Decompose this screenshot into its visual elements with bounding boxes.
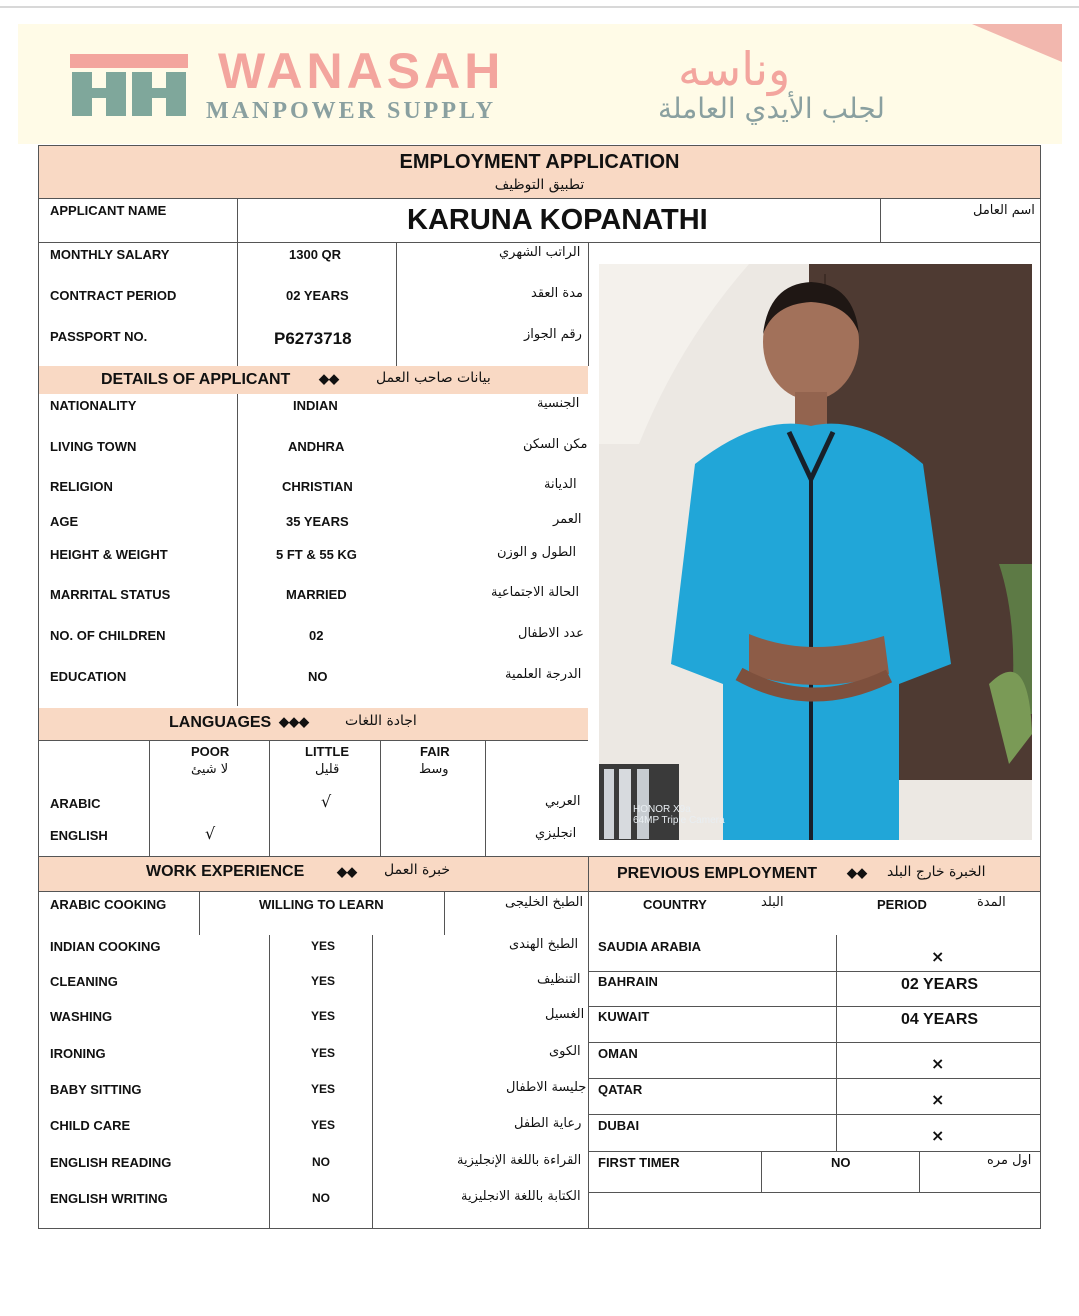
watermark-camera: 64MP Triple Camera <box>633 815 725 826</box>
work-arabic-cooking-value: WILLING TO LEARN <box>259 897 384 912</box>
work-baby-sitting-label: BABY SITTING <box>50 1082 142 1097</box>
marital-label: MARRITAL STATUS <box>50 587 171 602</box>
work-arabic-cooking-ar: الطبخ الخليجى <box>505 895 584 910</box>
corner-flag <box>972 24 1062 62</box>
height-weight-value: 5 FT & 55 KG <box>276 547 357 562</box>
height-weight-label: HEIGHT & WEIGHT <box>50 547 168 562</box>
children-value: 02 <box>309 628 324 643</box>
religion-value: CHRISTIAN <box>282 479 353 494</box>
prev-period-dubai: × <box>931 1126 945 1145</box>
education-label: EDUCATION <box>50 669 127 684</box>
watermark-model: HONOR X9a <box>633 804 691 815</box>
photo-watermark <box>633 804 725 826</box>
town-value: ANDHRA <box>288 439 345 454</box>
age-label-ar: العمر <box>553 512 582 527</box>
work-indian-cooking-label: INDIAN COOKING <box>50 939 161 954</box>
level-fair: FAIR <box>420 744 450 759</box>
nationality-value: INDIAN <box>293 398 338 413</box>
prev-country-bahrain: BAHRAIN <box>598 974 658 989</box>
prev-period-oman: × <box>931 1054 945 1073</box>
applicant-photo <box>599 264 1032 840</box>
education-value: NO <box>308 669 328 684</box>
applicant-name-label-ar: اسم العامل <box>973 203 1035 218</box>
children-label-ar: عدد الاطفال <box>518 626 584 641</box>
work-english-reading-value: NO <box>312 1155 330 1169</box>
work-cleaning-ar: التنظيف <box>537 972 581 987</box>
work-child-care-ar: رعاية الطفل <box>514 1116 582 1131</box>
details-title-en: DETAILS OF APPLICANT <box>101 371 291 388</box>
level-little: LITTLE <box>305 744 350 759</box>
lang-english-label: ENGLISH <box>50 828 108 843</box>
lang-english-check: √ <box>205 824 216 843</box>
previous-title-ar: الخبرة خارج البلد <box>887 864 986 880</box>
passport-label: PASSPORT NO. <box>50 329 148 344</box>
children-label: NO. OF CHILDREN <box>50 628 166 643</box>
applicant-photo-image <box>599 264 1032 840</box>
period-header-ar: المدة <box>977 895 1006 910</box>
work-title-en: WORK EXPERIENCE <box>146 863 305 880</box>
work-child-care-value: YES <box>311 1118 336 1132</box>
lang-arabic-check: √ <box>321 792 332 811</box>
salary-label-ar: الراتب الشهري <box>499 245 581 260</box>
contract-value: 02 YEARS <box>286 288 349 303</box>
town-label: LIVING TOWN <box>50 439 137 454</box>
work-english-writing-value: NO <box>312 1191 330 1205</box>
work-child-care-label: CHILD CARE <box>50 1118 131 1133</box>
brand-name-en: WANASAH <box>218 43 505 99</box>
religion-label-ar: الديانة <box>544 477 577 492</box>
prev-country-saudi: SAUDIA ARABIA <box>598 939 702 954</box>
work-ironing-ar: الكوى <box>549 1044 581 1059</box>
prev-period-kuwait: 04 YEARS <box>901 1011 979 1028</box>
work-ironing-label: IRONING <box>50 1046 106 1061</box>
marital-label-ar: الحالة الاجتماعية <box>491 585 580 600</box>
diamond-triple-icon: ◆◆◆ <box>279 714 309 729</box>
nationality-label-ar: الجنسية <box>537 396 580 411</box>
work-cleaning-value: YES <box>311 974 336 988</box>
lang-arabic-label-ar: العربي <box>545 794 581 809</box>
work-washing-value: YES <box>311 1009 336 1023</box>
work-arabic-cooking-label: ARABIC COOKING <box>50 897 167 912</box>
logo-icon <box>70 54 188 116</box>
country-header: COUNTRY <box>643 897 707 912</box>
work-washing-ar: الغسيل <box>545 1007 585 1022</box>
town-label-ar: مكن السكن <box>523 437 588 452</box>
first-timer-value: NO <box>831 1155 851 1170</box>
work-baby-sitting-ar: جليسة الاطفال <box>506 1080 587 1095</box>
work-english-writing-ar: الكتابة باللغة الانجليزية <box>461 1189 581 1204</box>
work-cleaning-label: CLEANING <box>50 974 118 989</box>
brand-tagline-ar: لجلب الأيدي العاملة <box>658 92 885 125</box>
work-title-ar: خبرة العمل <box>384 862 450 878</box>
details-title-ar: بيانات صاحب العمل <box>376 370 491 386</box>
country-header-ar: البلد <box>761 895 784 910</box>
languages-title-en: LANGUAGES <box>169 714 272 731</box>
top-border <box>0 6 1079 8</box>
letterhead <box>18 24 1062 144</box>
work-washing-label: WASHING <box>50 1009 113 1024</box>
education-label-ar: الدرجة العلمية <box>505 667 582 682</box>
first-timer-label: FIRST TIMER <box>598 1155 680 1170</box>
salary-label: MONTHLY SALARY <box>50 247 170 262</box>
diamond-icon: ◆◆ <box>319 371 339 386</box>
brand-tagline-en: MANPOWER SUPPLY <box>206 98 497 124</box>
diamond-icon-previous: ◆◆ <box>847 865 867 880</box>
level-fair-ar: وسط <box>419 762 449 777</box>
work-baby-sitting-value: YES <box>311 1082 336 1096</box>
languages-band <box>39 708 588 740</box>
first-timer-ar: اول مره <box>987 1153 1032 1168</box>
contract-label-ar: مدة العقد <box>531 286 583 301</box>
prev-country-kuwait: KUWAIT <box>598 1009 650 1024</box>
level-poor: POOR <box>191 744 230 759</box>
height-weight-label-ar: الطول و الوزن <box>497 545 577 560</box>
work-ironing-value: YES <box>311 1046 336 1060</box>
prev-country-qatar: QATAR <box>598 1082 643 1097</box>
work-indian-cooking-value: YES <box>311 939 336 953</box>
work-indian-cooking-ar: الطبخ الهندى <box>509 937 579 952</box>
diamond-icon-work: ◆◆ <box>337 864 357 879</box>
passport-value: P6273718 <box>274 329 352 348</box>
application-form <box>38 145 1041 1229</box>
form-title-en: EMPLOYMENT APPLICATION <box>399 151 680 173</box>
applicant-name: KARUNA KOPANATHI <box>407 204 708 236</box>
work-english-reading-label: ENGLISH READING <box>50 1155 172 1170</box>
form-title-ar: تطبيق التوظيف <box>494 177 585 193</box>
contract-label: CONTRACT PERIOD <box>50 288 177 303</box>
religion-label: RELIGION <box>50 479 113 494</box>
passport-label-ar: رقم الجواز <box>524 327 582 342</box>
applicant-name-label: APPLICANT NAME <box>50 203 167 218</box>
prev-country-dubai: DUBAI <box>598 1118 640 1133</box>
work-english-reading-ar: القراءة باللغة الإنجليزية <box>457 1153 582 1168</box>
age-value: 35 YEARS <box>286 514 349 529</box>
marital-value: MARRIED <box>286 587 347 602</box>
age-label: AGE <box>50 514 79 529</box>
lang-english-label-ar: انجليزي <box>535 826 577 841</box>
level-little-ar: قليل <box>315 762 340 777</box>
work-english-writing-label: ENGLISH WRITING <box>50 1191 168 1206</box>
salary-value: 1300 QR <box>289 247 342 262</box>
prev-country-oman: OMAN <box>598 1046 638 1061</box>
brand-name-ar: وناسه <box>678 42 791 96</box>
prev-period-qatar: × <box>931 1090 945 1109</box>
period-header: PERIOD <box>877 897 927 912</box>
previous-title-en: PREVIOUS EMPLOYMENT <box>617 865 818 882</box>
prev-period-bahrain: 02 YEARS <box>901 976 979 993</box>
level-poor-ar: لا شيئ <box>191 762 229 777</box>
languages-title-ar: اجادة اللغات <box>345 713 417 729</box>
nationality-label: NATIONALITY <box>50 398 137 413</box>
lang-arabic-label: ARABIC <box>50 796 101 811</box>
prev-period-saudi: × <box>931 947 945 966</box>
